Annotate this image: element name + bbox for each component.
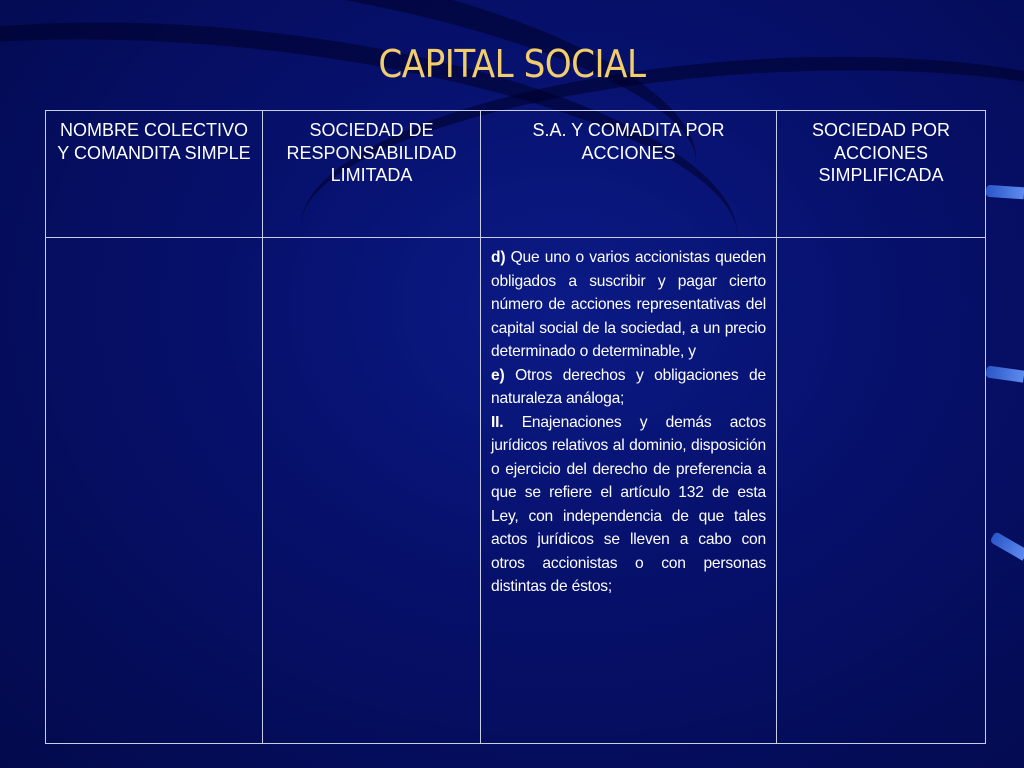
paragraph-text: Otros derechos y obligaciones de naturaleza análoga;	[491, 366, 766, 407]
paragraph-label: e)	[491, 366, 505, 384]
cell-nombre-colectivo	[46, 238, 263, 744]
table-header-row	[46, 111, 986, 238]
paragraph-text: Que uno o varios accionistas queden obligados a suscribir y pagar cierto número de acciones representativas del capital social de la sociedad, a un precio determinado o determinable, y	[491, 249, 766, 360]
paragraph-label: II.	[491, 413, 504, 431]
header-sa-comandita-acciones: S.A. Y COMADITA POR ACCIONES	[481, 111, 777, 238]
paragraph-ii	[491, 411, 766, 599]
decorative-edge-mark	[985, 365, 1024, 382]
header-nombre-colectivo: NOMBRE COLECTIVO Y COMANDITA SIMPLE	[46, 111, 263, 238]
header-sociedad-acciones-simplificada: SOCIEDAD POR ACCIONES SIMPLIFICADA	[777, 111, 986, 238]
capital-social-table	[45, 110, 986, 744]
table-row	[46, 238, 986, 744]
slide-title: CAPITAL SOCIAL	[378, 42, 646, 86]
paragraph-d	[491, 246, 766, 364]
cell-sociedad-acciones-simplificada	[777, 238, 986, 744]
paragraph-label: d)	[491, 249, 506, 266]
paragraph-e	[491, 364, 766, 411]
cell-sa-comandita-acciones	[481, 238, 777, 744]
decorative-edge-mark	[990, 531, 1024, 560]
decorative-edge-mark	[986, 185, 1024, 200]
header-sociedad-responsabilidad-limitada: SOCIEDAD DE RESPONSABILIDAD LIMITADA	[263, 111, 481, 238]
paragraph-text: Enajenaciones y demás actos jurídicos relativos al dominio, disposición o ejercicio del derecho de preferencia a que se refiere el artículo 132 de esta Ley, con independencia de que tales actos jurídicos se lleven a cabo con otros accionistas o con personas distintas de éstos;	[491, 413, 766, 595]
cell-sociedad-responsabilidad-limitada	[263, 238, 481, 744]
